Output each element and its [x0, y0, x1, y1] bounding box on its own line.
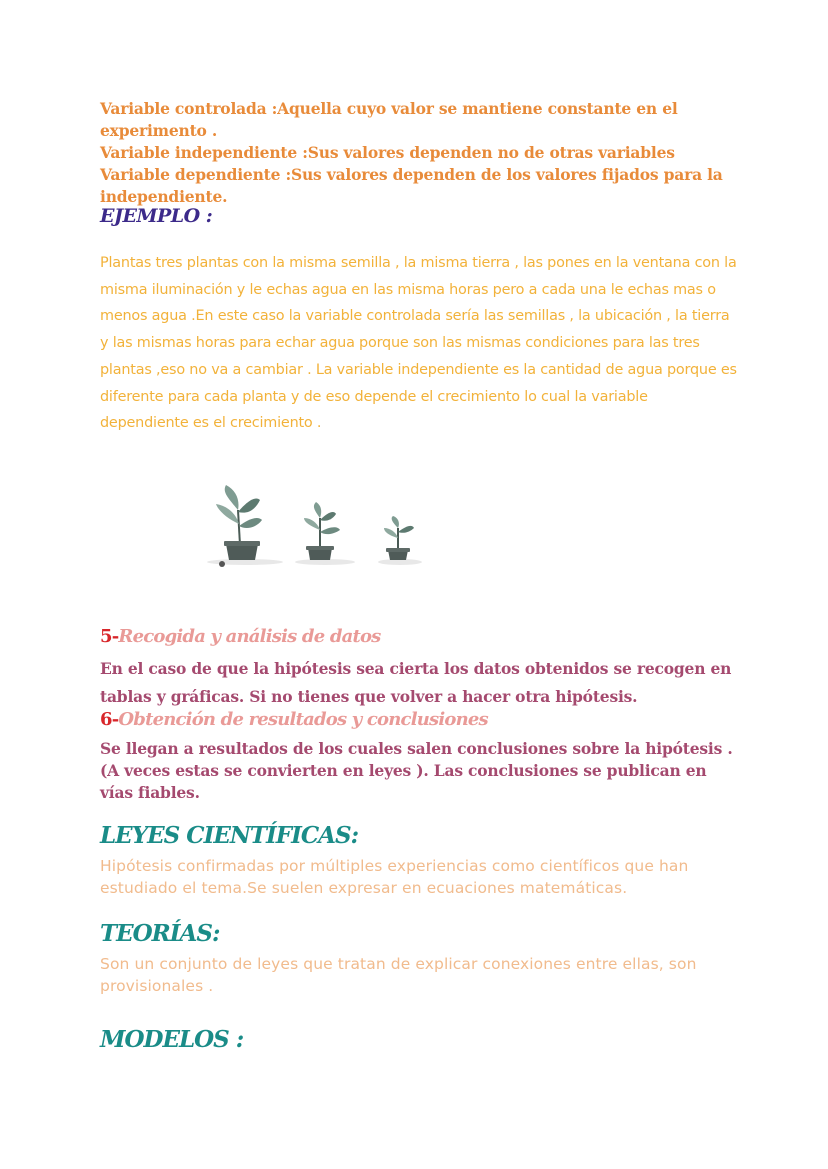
leyes-body: Hipótesis confirmadas por múltiples experiencias como científicos que han estudiado el tema.Se suelen expresar en ecuaciones matemáticas. [100, 857, 689, 897]
definition-dependiente: Variable dependiente :Sus valores dependen de los valores fijados para la independiente. [100, 165, 723, 206]
definition-controlada: Variable controlada :Aquella cuyo valor se mantiene constante en el experimento . [100, 99, 678, 140]
teorias-body: Son un conjunto de leyes que tratan de explicar conexiones entre ellas, son provisionales . [100, 955, 697, 995]
section-5-body: En el caso de que la hipótesis sea cierta los datos obtenidos se recogen en tablas y gráficas. Si no tienes que volver a hacer otra hipótesis. [100, 659, 732, 706]
variable-definitions [100, 98, 730, 208]
modelos-heading: MODELOS : [100, 1026, 244, 1053]
section-5-number: 5- [100, 626, 119, 647]
section-5-heading [100, 626, 381, 647]
three-potted-plants-icon [200, 480, 440, 580]
leyes-heading: LEYES CIENTÍFICAS: [100, 822, 359, 849]
ejemplo-heading: EJEMPLO : [100, 205, 213, 227]
section-6-body: Se llegan a resultados de los cuales salen conclusiones sobre la hipótesis .(A veces estas se convierten en leyes ). Las conclusiones se publican en vías fiables. [100, 739, 733, 802]
section-6-number: 6- [100, 709, 119, 730]
ejemplo-text: Plantas tres plantas con la misma semilla , la misma tierra , las pones en la ventana con la misma iluminación y le echas agua en las misma horas pero a cada una le echas mas o menos agua .En este caso la variable controlada sería las semillas , la ubicación , la tierra y las mismas horas para echar agua porque son las mismas condiciones para las tres plantas ,eso no va a cambiar . La variable independiente es la cantidad de agua porque es diferente para cada planta y de eso depende el crecimiento lo cual la variable dependiente es el crecimiento . [100, 255, 737, 432]
section-6-heading [100, 709, 488, 730]
teorias-heading: TEORÍAS: [100, 920, 220, 947]
section-6-title: Obtención de resultados y conclusiones [118, 709, 488, 730]
definition-independiente: Variable independiente :Sus valores dependen no de otras variables [100, 143, 675, 162]
section-5-title: Recogida y análisis de datos [118, 626, 381, 647]
